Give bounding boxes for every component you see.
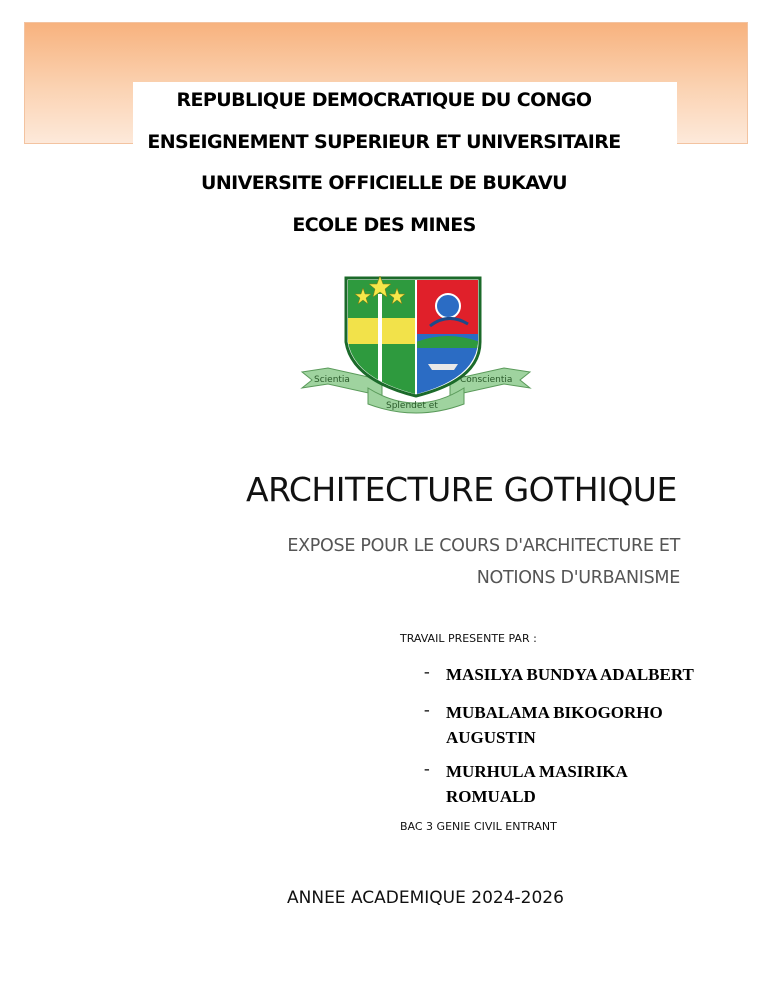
subtitle-line-1: EXPOSE POUR LE COURS D'ARCHITECTURE ET: [287, 536, 680, 556]
logo-motto-right: Conscientia: [460, 375, 513, 385]
logo-motto-center: Splendet et: [386, 401, 438, 411]
author-name: MUBALAMA BIKOGORHO AUGUSTIN: [446, 703, 663, 747]
class-info: BAC 3 GENIE CIVIL ENTRANT: [400, 820, 557, 833]
academic-year: ANNEE ACADEMIQUE 2024-2026: [287, 888, 564, 908]
author-name: MASILYA BUNDYA ADALBERT: [446, 665, 694, 684]
bullet-dash: -: [424, 700, 430, 719]
logo-motto-left: Scientia: [314, 375, 350, 385]
author-name: MURHULA MASIRIKA ROMUALD: [446, 762, 627, 806]
header-line-ministry: ENSEIGNEMENT SUPERIEUR ET UNIVERSITAIRE: [147, 131, 621, 153]
bullet-dash: -: [424, 662, 430, 681]
university-logo: [298, 272, 534, 418]
bullet-dash: -: [424, 759, 430, 778]
subtitle-line-2: NOTIONS D'URBANISME: [476, 568, 680, 588]
header-line-school: ECOLE DES MINES: [292, 214, 476, 236]
header-line-university: UNIVERSITE OFFICIELLE DE BUKAVU: [201, 172, 567, 194]
document-title: ARCHITECTURE GOTHIQUE: [246, 470, 677, 509]
header-line-country: REPUBLIQUE DEMOCRATIQUE DU CONGO: [176, 89, 592, 111]
presented-by-label: TRAVAIL PRESENTE PAR :: [400, 632, 537, 645]
